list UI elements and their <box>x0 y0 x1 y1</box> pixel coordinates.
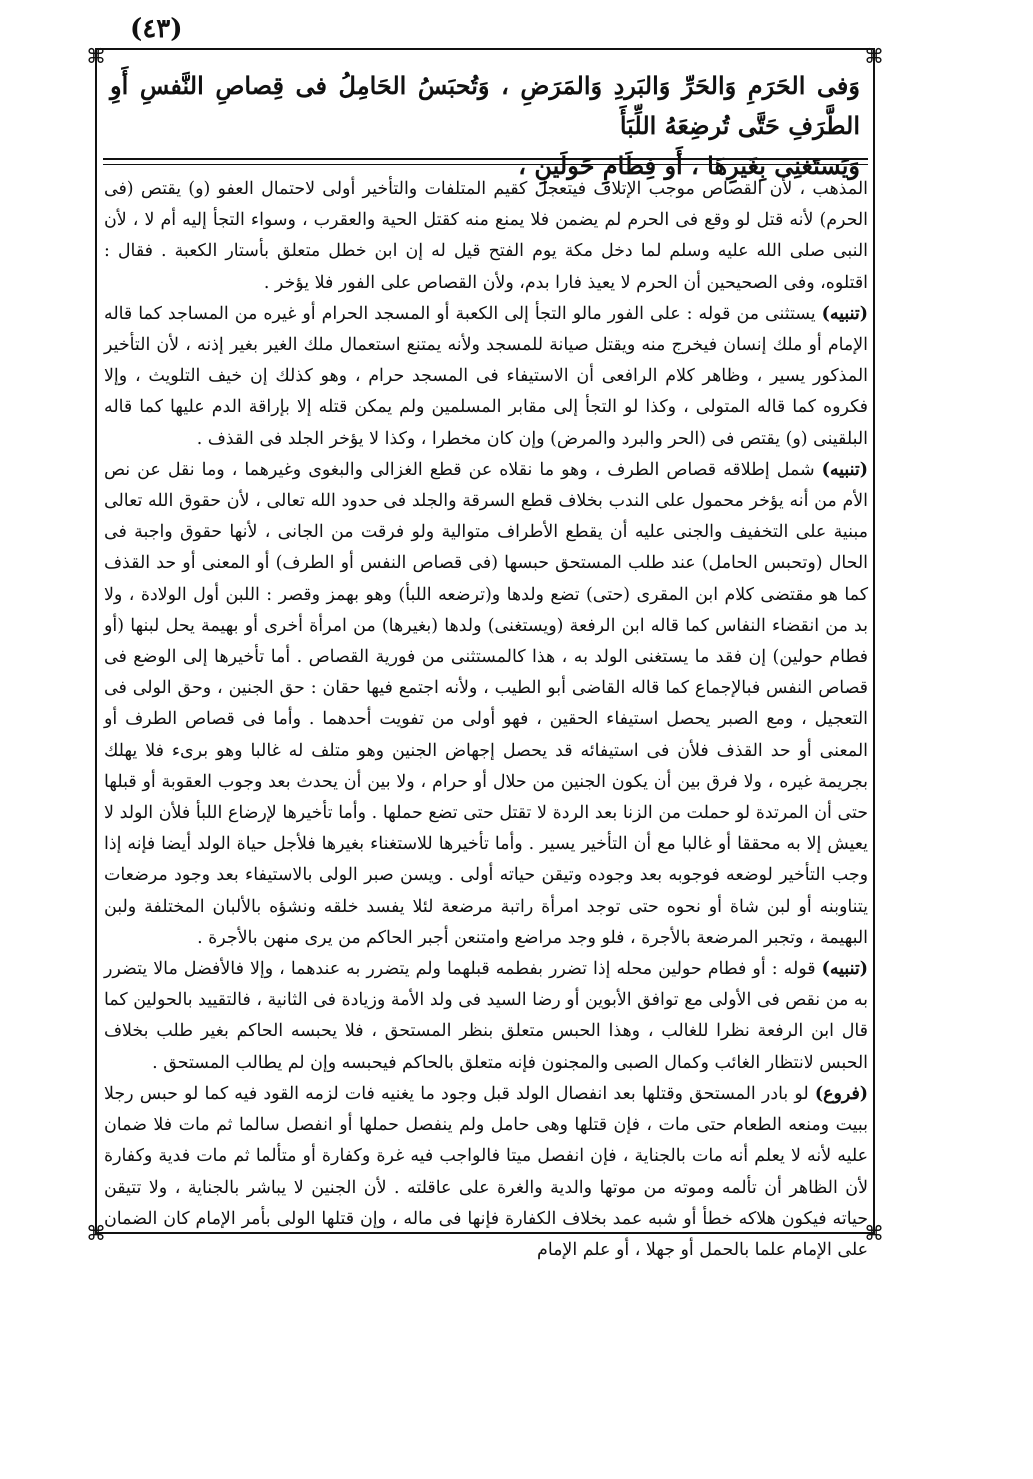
main-text-line: وَيَستَغنِى بِغَيرِهَا ، أَو فِطَامِ حَولَينِ ، <box>518 151 860 180</box>
main-text <box>110 66 860 186</box>
commentary <box>104 174 868 1266</box>
border-top <box>95 48 875 50</box>
paragraph-text: قوله : أو فطام حولين محله إذا تضرر بفطمه قبلهما ولم يتضرر به عندهما ، وإلا فالأفضل مالا يتضرر به من نقص فى الأولى مع توافق الأبوين أو رضا السيد فى ولد الأمة وزيادة فى الثانية ، فالتقييد بالحولين كما قال ابن الرفعة نظرا للغالب ، وهذا الحبس متعلق بنظر المستحق ، فلا يحبسه الحاكم بغير طلب بخلاف الحبس لانتظار الغائب وكمال الصبى والمجنون فإنه متعلق بالحاكم فيحبسه وإن لم يطالب المستحق . <box>104 959 868 1073</box>
border-left <box>95 48 97 1234</box>
paragraph-text: المذهب ، لأن القصاص موجب الإتلاف فيتعجل كقيم المتلفات والتأخير أولى لاحتمال العفو (و) يقتص (فى الحرم) لأنه قتل لو وقع فى الحرم لم يضمن فلا يمنع منه كقتل الحية والعقرب ، وسواء التجأ إليه أم لا ، لأن النبى صلى الله عليه وسلم لما دخل مكة يوم الفتح قيل له إن ابن خطل متعلق بأستار الكعبة . فقال : اقتلوه، وفى الصحيحين أن الحرم لا يعيذ فارا بدم، ولأن القصاص على الفور فلا يؤخر . <box>104 179 868 293</box>
commentary-paragraph <box>104 455 868 954</box>
paragraph-text: شمل إطلاقه قصاص الطرف ، وهو ما نقلاه عن قطع الغزالى والبغوى وغيرهما ، وما نقل عن نص الأم من أنه يؤخر محمول على الندب بخلاف قطع السرقة والجلد فى حدود الله تعالى ، لأن حقوق الله تعالى مبنية على التخفيف والجنى عليه أن يقطع الأطراف متوالية ولو فرقت من الجانى ، لأنها حقوق واجبة فى الحال (وتحبس الحامل) عند طلب المستحق حبسها (فى قصاص النفس أو الطرف) أو المعنى أو حد القذف كما هو مقتضى كلام ابن المقرى (حتى) تضع ولدها و(ترضعه اللبأ) وهو بهمز وقصر : اللبن أول الولادة ، ولا بد من انقضاء النفاس كما قاله ابن الرفعة (ويستغنى) ولدها (بغيرها) من امرأة أخرى أو بهيمة يحل لبنها (أو فطام حولين) إن فقد ما يستغنى الولد به ، هذا كالمستثنى من فورية القصاص . أما تأخيرها إلى الوضع فى قصاص النفس فبالإجماع كما قاله القاضى أبو الطيب ، ولأنه اجتمع فيها حقان : حق الجنين ، وحق الولى فى التعجيل ، ومع الصبر يحصل استيفاء الحقين ، فهو أولى من تفويت أحدهما . وأما فى قصاص الطرف أو المعنى أو حد القذف فلأن فى استيفائه قد يحصل إجهاض الجنين وهو متلف له غالبا وهو برىء فلا يهلك بجريمة غيره ، ولا فرق بين أن يكون الجنين من حلال أو حرام ، ولا بين أن يحدث بعد وجوب العقوبة أو قبلها حتى أن المرتدة لو حملت من الزنا بعد الردة لا تقتل حتى تضع حملها . وأما تأخيرها لإرضاع اللبأ فلأن الولد لا يعيش إلا به محققا أو غالبا مع أن التأخير يسير . وأما تأخيرها للاستغناء بغيرها فلأجل حياة الولد أيضا فإنه إذا وجب التأخير لوضعه فوجوبه بعد وجوده وتيقن حياته أولى . ويسن صبر الولى بالاستيفاء بعد وجود مرضعات يتناوبنه أو لبن شاة أو نحوه حتى توجد امرأة راتبة مرضعة لئلا يفسد خلقه ونشؤه بالألبان المختلفة ولبن البهيمة ، وتجبر المرضعة بالأجرة ، فلو وجد مراضع وامتنعن أجبر الحاكم من يرى منهن بالأجرة . <box>104 459 868 948</box>
separator-rule <box>103 164 868 165</box>
paragraph-label: (تنبيه) <box>821 303 868 324</box>
commentary-paragraph <box>104 954 868 1079</box>
commentary-paragraph <box>104 1079 868 1266</box>
commentary-paragraph <box>104 174 868 299</box>
page-number: (٤٣) <box>130 14 183 44</box>
separator-rule <box>103 158 868 160</box>
commentary-paragraph <box>104 299 868 455</box>
corner-ornament-icon: ⌘ <box>864 1221 884 1245</box>
paragraph-label: (تنبيه) <box>821 959 868 980</box>
corner-ornament-icon: ⌘ <box>864 44 884 68</box>
paragraph-label: (فروع) <box>814 1083 868 1104</box>
paragraph-label: (تنبيه) <box>821 459 868 480</box>
corner-ornament-icon: ⌘ <box>86 44 106 68</box>
corner-ornament-icon: ⌘ <box>86 1221 106 1245</box>
paragraph-text: لو بادر المستحق وقتلها بعد انفصال الولد قبل وجود ما يغنيه فات لزمه القود فيه كما لو حبس رجلا ببيت ومنعه الطعام حتى مات ، فإن قتلها وهى حامل ولم ينفصل حملها أو انفصل سالما ثم مات فلا ضمان عليه لأنه لا يعلم أنه مات بالجناية ، فإن انفصل ميتا فالواجب فيه غرة وكفارة أو متألما ثم مات فدية وكفارة لأن الظاهر أن تألمه وموته من موتها والدية والغرة على عاقلته . لأن الجنين لا يباشر بالجناية ، ولا تتيقن حياته فيكون هلاكه خطأ أو شبه عمد بخلاف الكفارة فإنها فى ماله ، وإن قتلها الولى بأمر الإمام كان الضمان على الإمام علما بالحمل أو جهلا ، أو علم الإمام <box>104 1083 868 1260</box>
paragraph-text: يستثنى من قوله : على الفور مالو التجأ إلى الكعبة أو المسجد الحرام أو غيره من المساجد كما قاله الإمام أو ملك إنسان فيخرج منه ويقتل صيانة للمسجد ولأنه يمتنع استعمال ملك الغير بغير إذنه ، لأن التأخير المذكور يسير ، وظاهر كلام الرافعى أن الاستيفاء فى المسجد حرام ، وهو كذلك إن خيف التلويث ، وإلا فكروه كما قاله المتولى ، وكذا لو التجأ إلى مقابر المسلمين ولم يمكن قتله إلا بإراقة الدم عليها كما قاله البلقينى (و) يقتص فى (الحر والبرد والمرض) وإن كان مخطرا ، وكذا لا يؤخر الجلد فى القذف . <box>104 303 868 449</box>
main-text-line: وَفى الحَرَمِ وَالحَرِّ وَالبَردِ وَالمَرَضِ ، وَتُحبَسُ الحَامِلُ فى قِصاصِ النَّفسِ أَوِ الطَّرَفِ حَتَّى تُرضِعَهُ اللِّبَأَ <box>110 71 860 140</box>
border-right <box>873 48 875 1234</box>
